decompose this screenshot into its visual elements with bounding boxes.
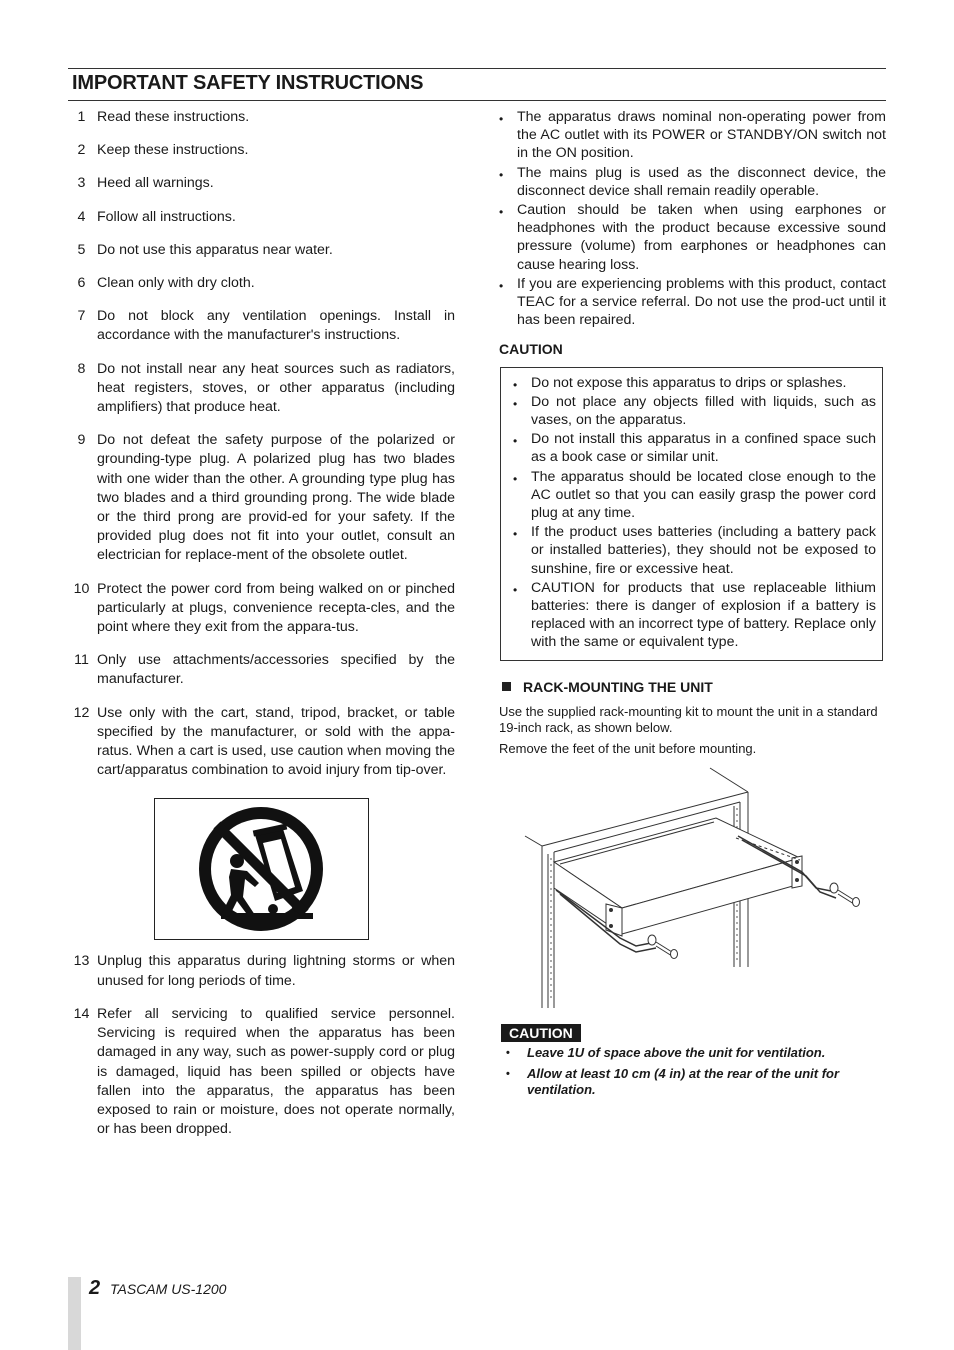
power-bullet-item: • Caution should be taken when using earphones or headphones with the product because excessive sound pressure (volume) from earphones or headphones can cause hearing loss.	[499, 201, 886, 274]
caution-item: • Do not install this apparatus in a confined space such as a book case or similar unit.	[513, 430, 876, 466]
instruction-number: 11	[74, 652, 89, 669]
caution-badge: CAUTION	[501, 1024, 581, 1042]
rack-mounting-paragraph-2: Remove the feet of the unit before mounting.	[499, 740, 757, 756]
instruction-item	[66, 208, 455, 227]
instruction-item	[66, 952, 455, 990]
instruction-item	[66, 241, 455, 260]
instruction-text: Heed all warnings.	[97, 175, 214, 192]
caution-heading: CAUTION	[499, 341, 563, 358]
instruction-number: 1	[77, 109, 86, 125]
ventilation-caution-list	[506, 1045, 866, 1103]
instruction-number: 2	[77, 142, 86, 159]
bullet-icon: •	[506, 1047, 510, 1059]
instruction-item	[66, 580, 455, 638]
power-bullet-item: • The apparatus draws nominal non-operating power from the AC outlet with its POWER or STANDBY/ON switch not in the ON position.	[499, 108, 886, 163]
instruction-number: 9	[77, 432, 86, 449]
instruction-text: Refer all servicing to qualified service personnel. Servicing is required when the apparatus has been damaged in any way, such as power-supply cord or plug is damaged, liquid has been spilled or objects have fallen into the apparatus, the apparatus has been exposed to rain or moisture, does not operate normally, or has been dropped.	[97, 1005, 455, 1138]
instruction-item	[66, 360, 455, 418]
instruction-text: Do not defeat the safety purpose of the polarized or grounding-type plug. A polarized plug has two blades with one wider than the other. A grounding type plug has two blades and a third grounding prong. The wide blade or the third prong are provid-ed for your safety. If the provided plug does not fit into your outlet, consult an electrician for replace-ment of the obsolete outlet.	[97, 432, 455, 564]
instruction-item	[66, 141, 455, 160]
caution-box	[500, 367, 883, 661]
instruction-number: 13	[73, 953, 90, 970]
instruction-text: Clean only with dry cloth.	[97, 275, 255, 292]
instruction-number: 10	[73, 580, 90, 597]
power-bullet-item: • If you are experiencing problems with this product, contact TEAC for a service referral. Do not use the prod-uct until it has been repaired.	[499, 275, 886, 330]
instruction-item	[66, 174, 455, 193]
power-bullets-list	[499, 108, 886, 329]
caution-item: • If the product uses batteries (including a battery pack or installed batteries), they should not be exposed to sunshine, fire or excessive heat.	[513, 523, 876, 578]
instructions-left-column	[66, 108, 455, 1153]
instruction-text: Keep these instructions.	[97, 142, 249, 159]
caution-item: • Do not place any objects filled with liquids, such as vases, on the apparatus.	[513, 393, 876, 429]
footer-page-number: 2	[89, 1277, 101, 1299]
ventilation-caution-text: Leave 1U of space above the unit for ventilation.	[527, 1045, 826, 1060]
page-title: IMPORTANT SAFETY INSTRUCTIONS	[72, 72, 424, 94]
rack-mount-illustration	[516, 762, 866, 1012]
instruction-text: Do not block any ventilation openings. Install in accordance with the manufacturer's instructions.	[97, 308, 455, 344]
instruction-text: Only use attachments/accessories specified by the manufacturer.	[97, 652, 455, 688]
instruction-item	[66, 108, 455, 127]
page-title-bar	[68, 68, 886, 101]
instruction-number: 3	[77, 175, 86, 192]
instruction-item	[66, 274, 455, 293]
cart-warning-figure	[154, 798, 369, 940]
instruction-text: Protect the power cord from being walked on or pinched particularly at plugs, convenience recepta-cles, and the point where they exit from the appara-tus.	[97, 580, 455, 636]
instruction-item	[66, 704, 455, 781]
ventilation-caution-text: Allow at least 10 cm (4 in) at the rear of the unit for ventilation.	[527, 1065, 840, 1097]
caution-item: • Do not expose this apparatus to drips or splashes.	[513, 374, 876, 392]
instruction-item	[66, 1005, 455, 1139]
ventilation-caution-item	[506, 1045, 866, 1062]
instruction-text: Do not install near any heat sources such as radiators, heat registers, stoves, or other apparatus (including amplifiers) that produce heat.	[97, 360, 455, 416]
instruction-number: 8	[77, 360, 86, 377]
rack-mounting-heading-text: RACK-MOUNTING THE UNIT	[523, 678, 713, 695]
cart-tipover-icon	[155, 799, 368, 939]
instruction-number: 14	[73, 1005, 90, 1022]
caution-item: • CAUTION for products that use replaceable lithium batteries: there is danger of explosion if a battery is replaced with an incorrect type of battery. Replace only with the same or equivalent type.	[513, 579, 876, 652]
square-bullet-icon	[502, 682, 511, 691]
footer-product-name: TASCAM US-1200	[110, 1281, 227, 1297]
rack-mounting-paragraph-1: Use the supplied rack-mounting kit to mount the unit in a standard 19-inch rack, as shown below.	[499, 703, 878, 736]
caution-item: • The apparatus should be located close enough to the AC outlet so that you can easily grasp the power cord plug at any time.	[513, 468, 876, 523]
instruction-number: 12	[73, 704, 90, 721]
instructions-right-column	[499, 108, 886, 757]
instruction-item	[66, 431, 455, 565]
instructions-list-part1	[66, 108, 455, 780]
instruction-number: 4	[77, 208, 86, 225]
power-bullet-item: • The mains plug is used as the disconnect device, the disconnect device shall remain readily operable.	[499, 164, 886, 200]
instruction-number: 7	[77, 308, 86, 325]
instruction-item	[66, 651, 455, 689]
instruction-text: Unplug this apparatus during lightning storms or when unused for long periods of time.	[97, 953, 455, 989]
rack-mounting-figure	[516, 762, 866, 1017]
instruction-item	[66, 307, 455, 345]
instruction-number: 6	[77, 275, 86, 292]
instructions-list-part2	[66, 952, 455, 1139]
instruction-number: 5	[77, 241, 86, 258]
ventilation-caution-item	[506, 1066, 866, 1099]
caution-list	[513, 374, 876, 652]
instruction-text: Follow all instructions.	[97, 208, 236, 225]
footer-side-bar	[68, 1277, 81, 1350]
bullet-icon: •	[506, 1067, 510, 1080]
instruction-text: Use only with the cart, stand, tripod, bracket, or table specified by the manufacturer, or sold with the appa-ratus. When a cart is used, use caution when moving the cart/apparatus combination to avoid injury from tip-over.	[97, 704, 455, 779]
rack-mounting-heading	[499, 678, 886, 696]
instruction-text: Do not use this apparatus near water.	[97, 241, 333, 258]
instruction-text: Read these instructions.	[97, 109, 250, 125]
